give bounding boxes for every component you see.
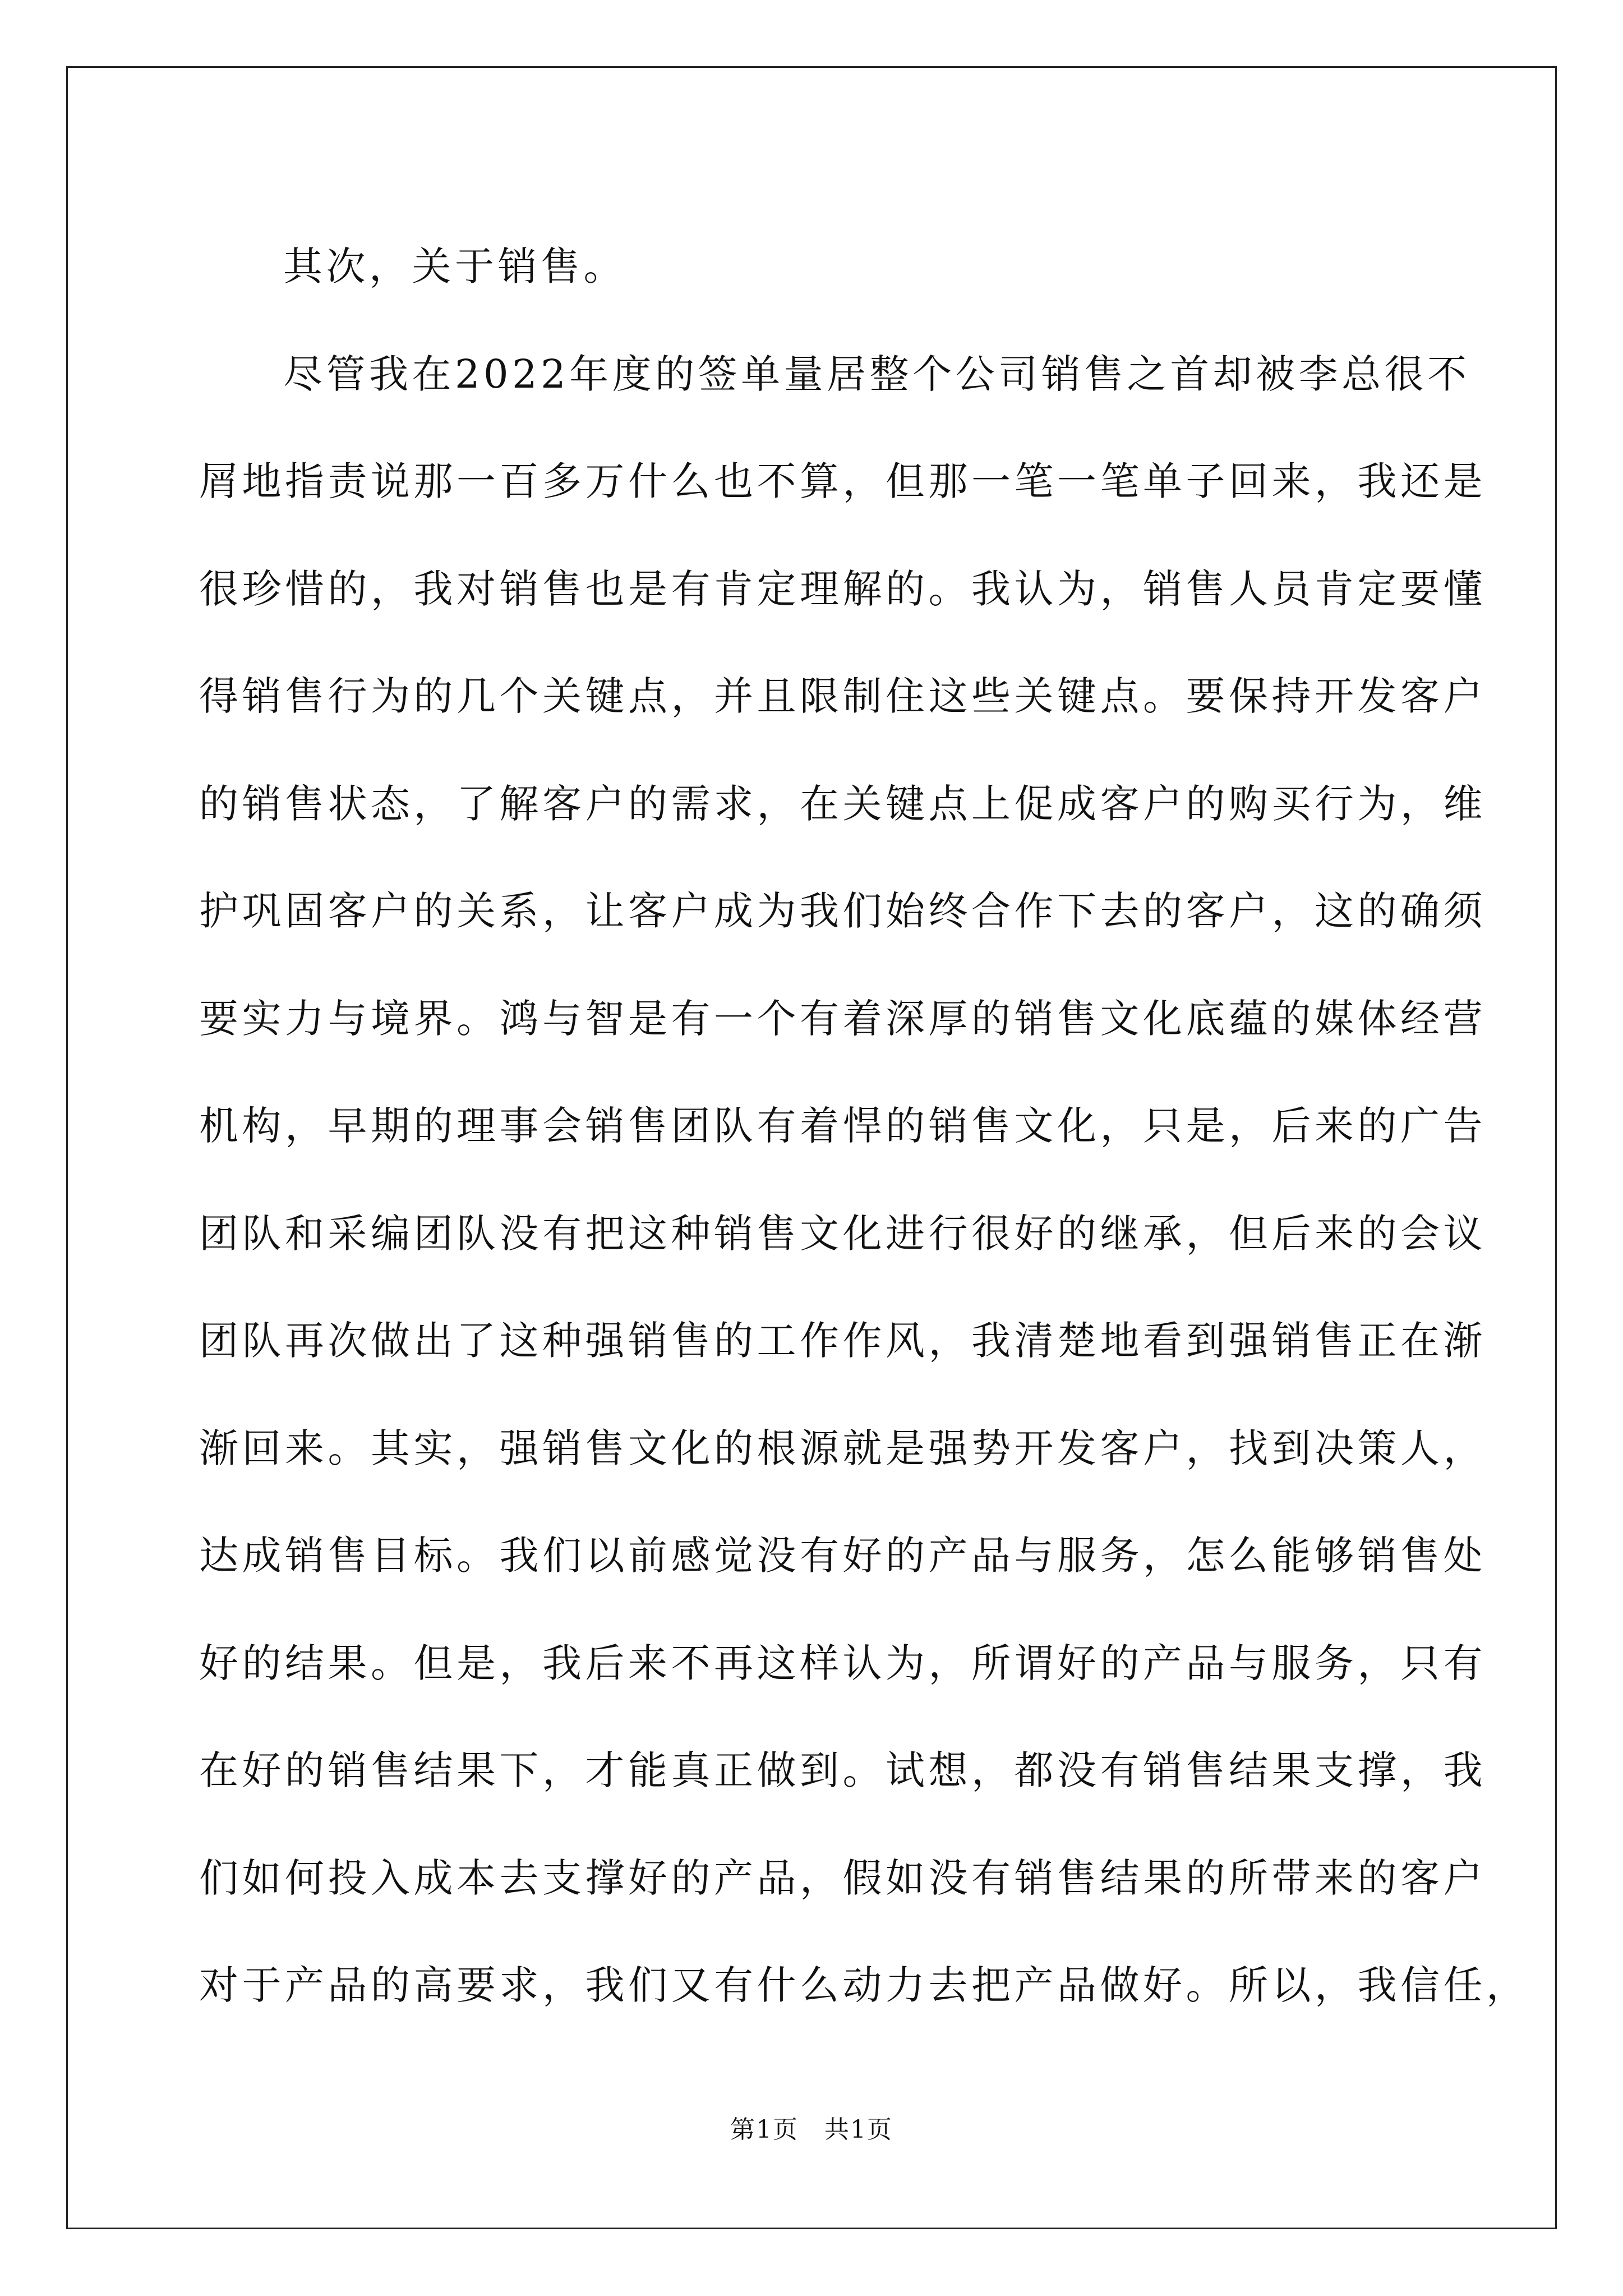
page-number-footer: 第1页 共1页	[730, 2115, 893, 2144]
paragraph-line: 对于产品的高要求，我们又有什么动力去把产品做好。所以，我信任，	[199, 1962, 1529, 2008]
paragraph-line: 要实力与境界。鸿与智是有一个有着深厚的销售文化底蕴的媒体经营	[199, 995, 1486, 1042]
document-body	[199, 213, 1529, 2040]
paragraph-line: 团队和采编团队没有把这种销售文化进行很好的继承，但后来的会议	[199, 1210, 1486, 1257]
paragraph-line: 机构，早期的理事会销售团队有着悍的销售文化，只是，后来的广告	[199, 1103, 1486, 1149]
paragraph-line: 们如何投入成本去支撑好的产品，假如没有销售结果的所带来的客户	[199, 1855, 1486, 1901]
paragraph-line: 渐回来。其实，强销售文化的根源就是强势开发客户，找到决策人，	[199, 1425, 1486, 1471]
paragraph-line: 的销售状态，了解客户的需求，在关键点上促成客户的购买行为，维	[199, 780, 1486, 827]
paragraph-line: 达成销售目标。我们以前感觉没有好的产品与服务，怎么能够销售处	[199, 1533, 1486, 1579]
paragraph-line: 护巩固客户的关系，让客户成为我们始终合作下去的客户，这的确须	[199, 888, 1486, 934]
paragraph-heading-line: 其次，关于销售。	[283, 243, 626, 289]
paragraph-line: 好的结果。但是，我后来不再这样认为，所谓好的产品与服务，只有	[199, 1640, 1486, 1686]
paragraph-line: 尽管我在2022年度的签单量居整个公司销售之首却被李总很不	[283, 351, 1470, 397]
paragraph-line: 很珍惜的，我对销售也是有肯定理解的。我认为，销售人员肯定要懂	[199, 565, 1486, 612]
paragraph-line: 屑地指责说那一百多万什么也不算，但那一笔一笔单子回来，我还是	[199, 458, 1486, 504]
paragraph-line: 得销售行为的几个关键点，并且限制住这些关键点。要保持开发客户	[199, 673, 1486, 719]
paragraph-line: 在好的销售结果下，才能真正做到。试想，都没有销售结果支撑，我	[199, 1747, 1486, 1793]
paragraph-line: 团队再次做出了这种强销售的工作作风，我清楚地看到强销售正在渐	[199, 1318, 1486, 1364]
